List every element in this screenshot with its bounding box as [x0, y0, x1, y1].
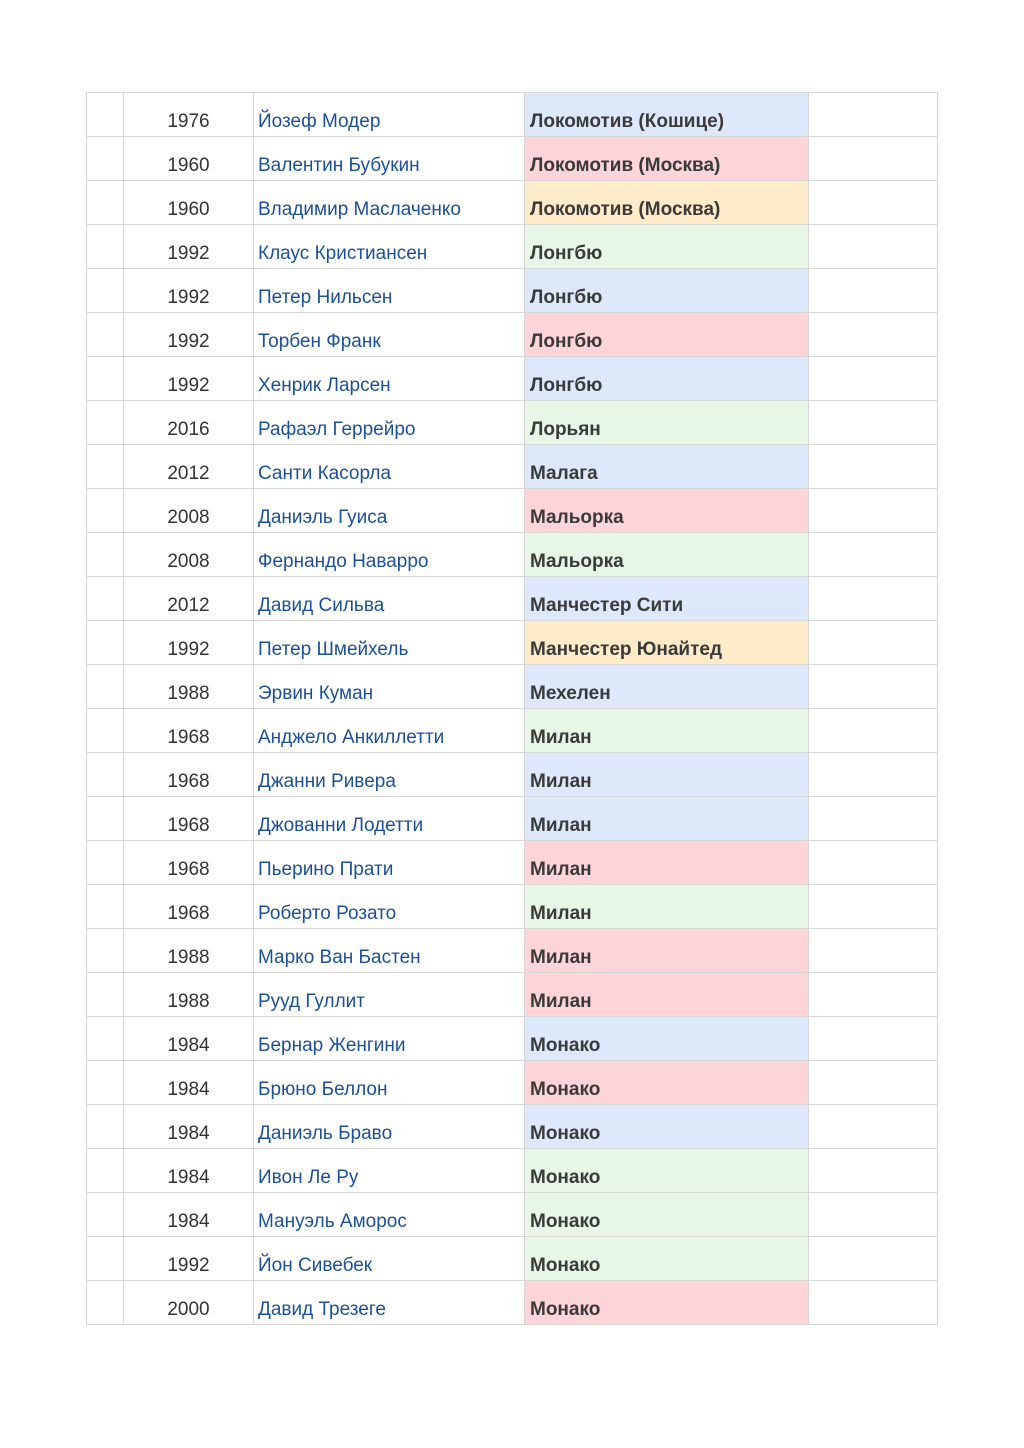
- year-cell[interactable]: 1976: [124, 93, 254, 137]
- index-cell[interactable]: [87, 1105, 124, 1149]
- club-cell[interactable]: Лонгбю: [525, 357, 809, 401]
- club-cell[interactable]: Локомотив (Москва): [525, 137, 809, 181]
- player-name-cell[interactable]: Бернар Женгини: [254, 1017, 525, 1061]
- club-cell[interactable]: Локомотив (Москва): [525, 181, 809, 225]
- empty-cell[interactable]: [809, 841, 938, 885]
- index-cell[interactable]: [87, 841, 124, 885]
- year-cell[interactable]: 1992: [124, 357, 254, 401]
- empty-cell[interactable]: [809, 225, 938, 269]
- empty-cell[interactable]: [809, 577, 938, 621]
- player-name-cell[interactable]: Фернандо Наварро: [254, 533, 525, 577]
- table-row: [87, 973, 938, 1017]
- index-cell[interactable]: [87, 797, 124, 841]
- year-cell[interactable]: 1960: [124, 181, 254, 225]
- players-table: [86, 92, 938, 1325]
- player-name-cell[interactable]: Владимир Маслаченко: [254, 181, 525, 225]
- club-cell[interactable]: Лонгбю: [525, 225, 809, 269]
- table-row: [87, 797, 938, 841]
- club-cell[interactable]: Милан: [525, 797, 809, 841]
- index-cell[interactable]: [87, 1061, 124, 1105]
- table-row: [87, 269, 938, 313]
- table-row: [87, 533, 938, 577]
- year-cell[interactable]: 1960: [124, 137, 254, 181]
- empty-cell[interactable]: [809, 709, 938, 753]
- player-name-cell[interactable]: Пьерино Прати: [254, 841, 525, 885]
- year-cell[interactable]: 2012: [124, 445, 254, 489]
- club-cell[interactable]: Манчестер Сити: [525, 577, 809, 621]
- player-name-cell[interactable]: Даниэль Браво: [254, 1105, 525, 1149]
- club-cell[interactable]: Монако: [525, 1017, 809, 1061]
- empty-cell[interactable]: [809, 929, 938, 973]
- club-cell[interactable]: Монако: [525, 1149, 809, 1193]
- index-cell[interactable]: [87, 401, 124, 445]
- player-name-cell[interactable]: Валентин Бубукин: [254, 137, 525, 181]
- player-name-cell[interactable]: Джанни Ривера: [254, 753, 525, 797]
- index-cell[interactable]: [87, 93, 124, 137]
- index-cell[interactable]: [87, 753, 124, 797]
- table-row: [87, 621, 938, 665]
- table-row: [87, 1105, 938, 1149]
- table-row: [87, 357, 938, 401]
- player-name-cell[interactable]: Джованни Лодетти: [254, 797, 525, 841]
- table-row: [87, 93, 938, 137]
- index-cell[interactable]: [87, 489, 124, 533]
- club-cell[interactable]: Манчестер Юнайтед: [525, 621, 809, 665]
- empty-cell[interactable]: [809, 665, 938, 709]
- empty-cell[interactable]: [809, 1061, 938, 1105]
- table-row: [87, 181, 938, 225]
- year-cell[interactable]: 1992: [124, 225, 254, 269]
- year-cell[interactable]: 1984: [124, 1149, 254, 1193]
- player-name-cell[interactable]: Петер Шмейхель: [254, 621, 525, 665]
- year-cell[interactable]: 1968: [124, 709, 254, 753]
- club-cell[interactable]: Монако: [525, 1105, 809, 1149]
- year-cell[interactable]: 1988: [124, 665, 254, 709]
- index-cell[interactable]: [87, 445, 124, 489]
- club-cell[interactable]: Лонгбю: [525, 313, 809, 357]
- year-cell[interactable]: 2016: [124, 401, 254, 445]
- year-cell[interactable]: 1968: [124, 753, 254, 797]
- player-name-cell[interactable]: Мануэль Аморос: [254, 1193, 525, 1237]
- year-cell[interactable]: 1988: [124, 973, 254, 1017]
- table-row: [87, 709, 938, 753]
- club-cell[interactable]: Монако: [525, 1281, 809, 1325]
- year-cell[interactable]: 2000: [124, 1281, 254, 1325]
- year-cell[interactable]: 1968: [124, 885, 254, 929]
- table-row: [87, 137, 938, 181]
- player-name-cell[interactable]: Йозеф Модер: [254, 93, 525, 137]
- player-name-cell[interactable]: Ивон Ле Ру: [254, 1149, 525, 1193]
- empty-cell[interactable]: [809, 137, 938, 181]
- empty-cell[interactable]: [809, 1017, 938, 1061]
- empty-cell[interactable]: [809, 489, 938, 533]
- empty-cell[interactable]: [809, 1237, 938, 1281]
- empty-cell[interactable]: [809, 313, 938, 357]
- empty-cell[interactable]: [809, 269, 938, 313]
- player-name-cell[interactable]: Санти Касорла: [254, 445, 525, 489]
- index-cell[interactable]: [87, 709, 124, 753]
- empty-cell[interactable]: [809, 1281, 938, 1325]
- club-cell[interactable]: Мальорка: [525, 489, 809, 533]
- empty-cell[interactable]: [809, 181, 938, 225]
- player-name-cell[interactable]: Хенрик Ларсен: [254, 357, 525, 401]
- table-body: [87, 93, 938, 1325]
- club-cell[interactable]: Милан: [525, 885, 809, 929]
- player-name-cell[interactable]: Брюно Беллон: [254, 1061, 525, 1105]
- index-cell[interactable]: [87, 665, 124, 709]
- table-row: [87, 1237, 938, 1281]
- year-cell[interactable]: 1992: [124, 313, 254, 357]
- club-cell[interactable]: Малага: [525, 445, 809, 489]
- index-cell[interactable]: [87, 1193, 124, 1237]
- year-cell[interactable]: 1992: [124, 1237, 254, 1281]
- table-row: [87, 665, 938, 709]
- index-cell[interactable]: [87, 533, 124, 577]
- empty-cell[interactable]: [809, 1193, 938, 1237]
- player-name-cell[interactable]: Рууд Гуллит: [254, 973, 525, 1017]
- empty-cell[interactable]: [809, 1149, 938, 1193]
- player-name-cell[interactable]: Даниэль Гуиса: [254, 489, 525, 533]
- empty-cell[interactable]: [809, 753, 938, 797]
- club-cell[interactable]: Монако: [525, 1061, 809, 1105]
- club-cell[interactable]: Лорьян: [525, 401, 809, 445]
- club-cell[interactable]: Локомотив (Кошице): [525, 93, 809, 137]
- index-cell[interactable]: [87, 137, 124, 181]
- club-cell[interactable]: Милан: [525, 841, 809, 885]
- player-name-cell[interactable]: Анджело Анкиллетти: [254, 709, 525, 753]
- player-name-cell[interactable]: Марко Ван Бастен: [254, 929, 525, 973]
- empty-cell[interactable]: [809, 621, 938, 665]
- empty-cell[interactable]: [809, 357, 938, 401]
- index-cell[interactable]: [87, 313, 124, 357]
- year-cell[interactable]: 1984: [124, 1105, 254, 1149]
- year-cell[interactable]: 1984: [124, 1017, 254, 1061]
- year-cell[interactable]: 1968: [124, 841, 254, 885]
- year-cell[interactable]: 2012: [124, 577, 254, 621]
- club-cell[interactable]: Лонгбю: [525, 269, 809, 313]
- player-name-cell[interactable]: Роберто Розато: [254, 885, 525, 929]
- table-row: [87, 1281, 938, 1325]
- table-row: [87, 929, 938, 973]
- player-name-cell[interactable]: Торбен Франк: [254, 313, 525, 357]
- empty-cell[interactable]: [809, 1105, 938, 1149]
- table-row: [87, 1061, 938, 1105]
- index-cell[interactable]: [87, 181, 124, 225]
- table-row: [87, 489, 938, 533]
- table-row: [87, 1193, 938, 1237]
- index-cell[interactable]: [87, 577, 124, 621]
- club-cell[interactable]: Мехелен: [525, 665, 809, 709]
- table-row: [87, 445, 938, 489]
- club-cell[interactable]: Милан: [525, 709, 809, 753]
- year-cell[interactable]: 1984: [124, 1193, 254, 1237]
- index-cell[interactable]: [87, 885, 124, 929]
- index-cell[interactable]: [87, 973, 124, 1017]
- table-row: [87, 1017, 938, 1061]
- year-cell[interactable]: 1992: [124, 621, 254, 665]
- year-cell[interactable]: 1988: [124, 929, 254, 973]
- player-name-cell[interactable]: Клаус Кристиансен: [254, 225, 525, 269]
- index-cell[interactable]: [87, 225, 124, 269]
- year-cell[interactable]: 1984: [124, 1061, 254, 1105]
- player-name-cell[interactable]: Йон Сивебек: [254, 1237, 525, 1281]
- year-cell[interactable]: 2008: [124, 533, 254, 577]
- index-cell[interactable]: [87, 929, 124, 973]
- empty-cell[interactable]: [809, 401, 938, 445]
- index-cell[interactable]: [87, 1017, 124, 1061]
- year-cell[interactable]: 1968: [124, 797, 254, 841]
- table-row: [87, 313, 938, 357]
- index-cell[interactable]: [87, 1237, 124, 1281]
- table-row: [87, 841, 938, 885]
- empty-cell[interactable]: [809, 93, 938, 137]
- empty-cell[interactable]: [809, 445, 938, 489]
- table-row: [87, 401, 938, 445]
- club-cell[interactable]: Милан: [525, 753, 809, 797]
- year-cell[interactable]: 1992: [124, 269, 254, 313]
- empty-cell[interactable]: [809, 797, 938, 841]
- player-name-cell[interactable]: Давид Сильва: [254, 577, 525, 621]
- table-row: [87, 753, 938, 797]
- index-cell[interactable]: [87, 1149, 124, 1193]
- table-row: [87, 577, 938, 621]
- table-row: [87, 225, 938, 269]
- empty-cell[interactable]: [809, 973, 938, 1017]
- player-name-cell[interactable]: Рафаэл Геррейро: [254, 401, 525, 445]
- club-cell[interactable]: Мальорка: [525, 533, 809, 577]
- club-cell[interactable]: Милан: [525, 929, 809, 973]
- player-name-cell[interactable]: Давид Трезеге: [254, 1281, 525, 1325]
- club-cell[interactable]: Монако: [525, 1237, 809, 1281]
- club-cell[interactable]: Милан: [525, 973, 809, 1017]
- index-cell[interactable]: [87, 357, 124, 401]
- year-cell[interactable]: 2008: [124, 489, 254, 533]
- player-name-cell[interactable]: Эрвин Куман: [254, 665, 525, 709]
- empty-cell[interactable]: [809, 533, 938, 577]
- player-name-cell[interactable]: Петер Нильсен: [254, 269, 525, 313]
- index-cell[interactable]: [87, 269, 124, 313]
- index-cell[interactable]: [87, 1281, 124, 1325]
- index-cell[interactable]: [87, 621, 124, 665]
- table-row: [87, 1149, 938, 1193]
- table-row: [87, 885, 938, 929]
- empty-cell[interactable]: [809, 885, 938, 929]
- club-cell[interactable]: Монако: [525, 1193, 809, 1237]
